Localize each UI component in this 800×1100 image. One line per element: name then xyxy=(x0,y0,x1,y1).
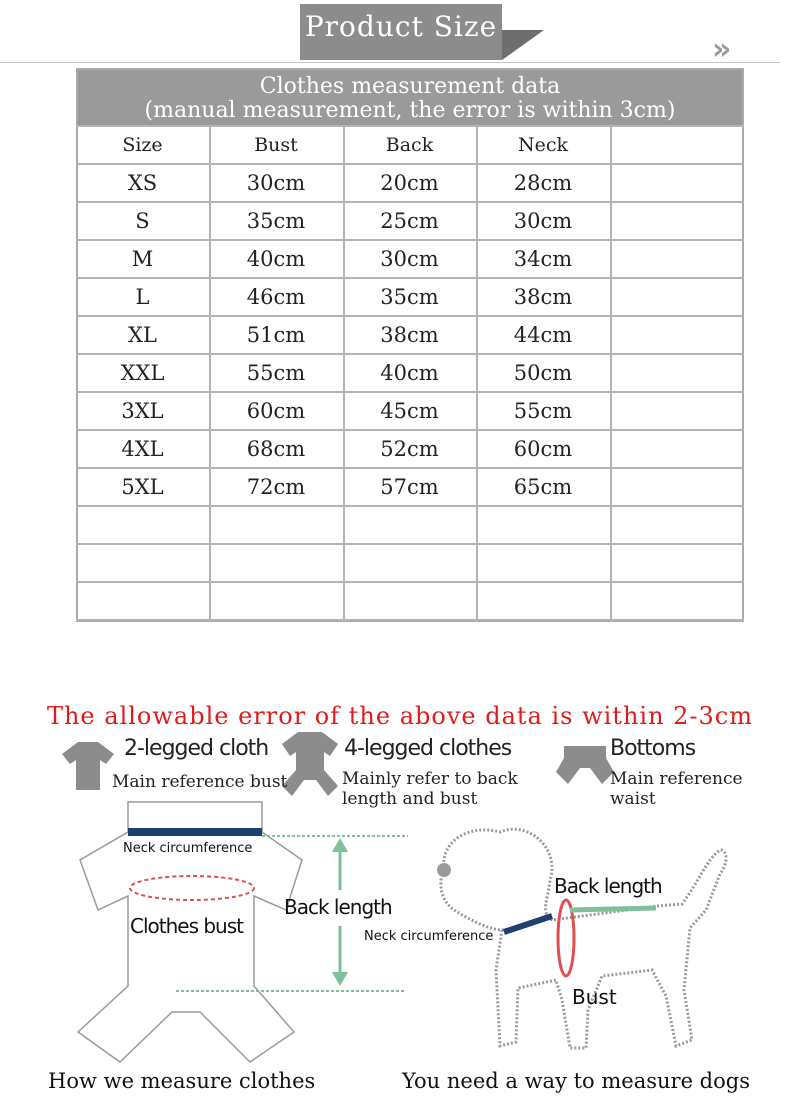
table-cell: M xyxy=(131,247,154,271)
table-cell: 34cm xyxy=(513,247,573,271)
table-row-divider xyxy=(76,125,744,127)
table-cell: 20cm xyxy=(380,171,439,195)
error-note: The allowable error of the above data is within 2-3cm xyxy=(46,702,754,730)
clothes-bust-label: Clothes bust xyxy=(130,914,243,938)
table-cell: 28cm xyxy=(513,171,573,195)
category-desc: waist xyxy=(610,789,656,809)
table-cell: 50cm xyxy=(513,361,573,385)
table-cell: 72cm xyxy=(246,475,306,499)
table-cell: 44cm xyxy=(513,323,573,347)
table-cell: 4XL xyxy=(121,437,164,461)
clothes-caption: How we measure clothes xyxy=(48,1069,316,1093)
category-desc: Main reference xyxy=(610,769,743,789)
table-cell: L xyxy=(135,285,150,309)
table-cell: 25cm xyxy=(380,209,439,233)
table-row-divider xyxy=(76,581,744,583)
two-legged-shirt-icon xyxy=(60,738,116,794)
dog-back-length-label: Back length xyxy=(554,874,662,898)
table-cell: 40cm xyxy=(380,361,439,385)
table-heading: Clothes measurement data xyxy=(259,74,561,99)
double-chevron-right-icon: » xyxy=(712,32,724,67)
table-cell: 45cm xyxy=(380,399,439,423)
table-cell: 3XL xyxy=(121,399,164,423)
back-length-label: Back length xyxy=(284,895,392,919)
table-cell: 57cm xyxy=(380,475,439,499)
table-subheading: (manual measurement, the error is within 3cm) xyxy=(144,98,676,123)
table-row-divider xyxy=(76,543,744,545)
category-desc: length and bust xyxy=(342,789,478,809)
table-cell: 60cm xyxy=(246,399,306,423)
table-cell: 65cm xyxy=(513,475,573,499)
page-title: Product Size xyxy=(304,10,498,43)
neck-circumference-label: Neck circumference xyxy=(123,841,253,856)
table-column-header: Size xyxy=(122,134,163,156)
table-row-divider xyxy=(76,391,744,393)
category-title: 2-legged cloth xyxy=(124,736,269,761)
table-cell: 5XL xyxy=(121,475,164,499)
category-desc: Mainly refer to back xyxy=(342,769,518,789)
bottoms-icon xyxy=(556,744,614,788)
table-row-divider xyxy=(76,429,744,431)
table-column-header: Bust xyxy=(254,134,298,156)
table-row-divider xyxy=(76,353,744,355)
table-cell: 38cm xyxy=(380,323,439,347)
table-column-divider xyxy=(610,125,612,622)
header-tab-shadow xyxy=(502,30,544,60)
table-cell: 38cm xyxy=(513,285,573,309)
header-divider xyxy=(0,62,780,63)
category-title: Bottoms xyxy=(610,736,696,761)
table-cell: 40cm xyxy=(246,247,306,271)
table-cell: XXL xyxy=(120,361,165,385)
table-row-divider xyxy=(76,239,744,241)
table-cell: 52cm xyxy=(380,437,439,461)
category-desc: Main reference bust xyxy=(112,772,288,792)
table-cell: 35cm xyxy=(380,285,439,309)
dog-caption: You need a way to measure dogs xyxy=(402,1069,750,1093)
table-row-divider xyxy=(76,163,744,165)
table-row-divider xyxy=(76,315,744,317)
table-row-divider xyxy=(76,201,744,203)
table-column-header: Back xyxy=(385,134,434,156)
table-cell: 51cm xyxy=(246,323,306,347)
table-cell: 55cm xyxy=(246,361,306,385)
dog-bust-label: Bust xyxy=(572,985,617,1009)
table-cell: XL xyxy=(128,323,157,347)
table-row-divider xyxy=(76,619,744,621)
table-row-divider xyxy=(76,467,744,469)
table-cell: 35cm xyxy=(246,209,306,233)
table-cell: XS xyxy=(127,171,158,195)
table-cell: 30cm xyxy=(380,247,439,271)
dog-neck-circumference-label: Neck circumference xyxy=(364,929,494,944)
table-cell: 30cm xyxy=(513,209,573,233)
table-cell: S xyxy=(135,209,150,233)
table-row-divider xyxy=(76,277,744,279)
table-cell: 30cm xyxy=(246,171,306,195)
table-cell: 55cm xyxy=(513,399,573,423)
table-cell: 46cm xyxy=(246,285,306,309)
table-cell: 68cm xyxy=(246,437,306,461)
table-column-header: Neck xyxy=(517,134,569,156)
table-cell: 60cm xyxy=(513,437,573,461)
four-legged-shirt-icon xyxy=(278,730,342,800)
category-title: 4-legged clothes xyxy=(344,736,512,761)
table-row-divider xyxy=(76,505,744,507)
